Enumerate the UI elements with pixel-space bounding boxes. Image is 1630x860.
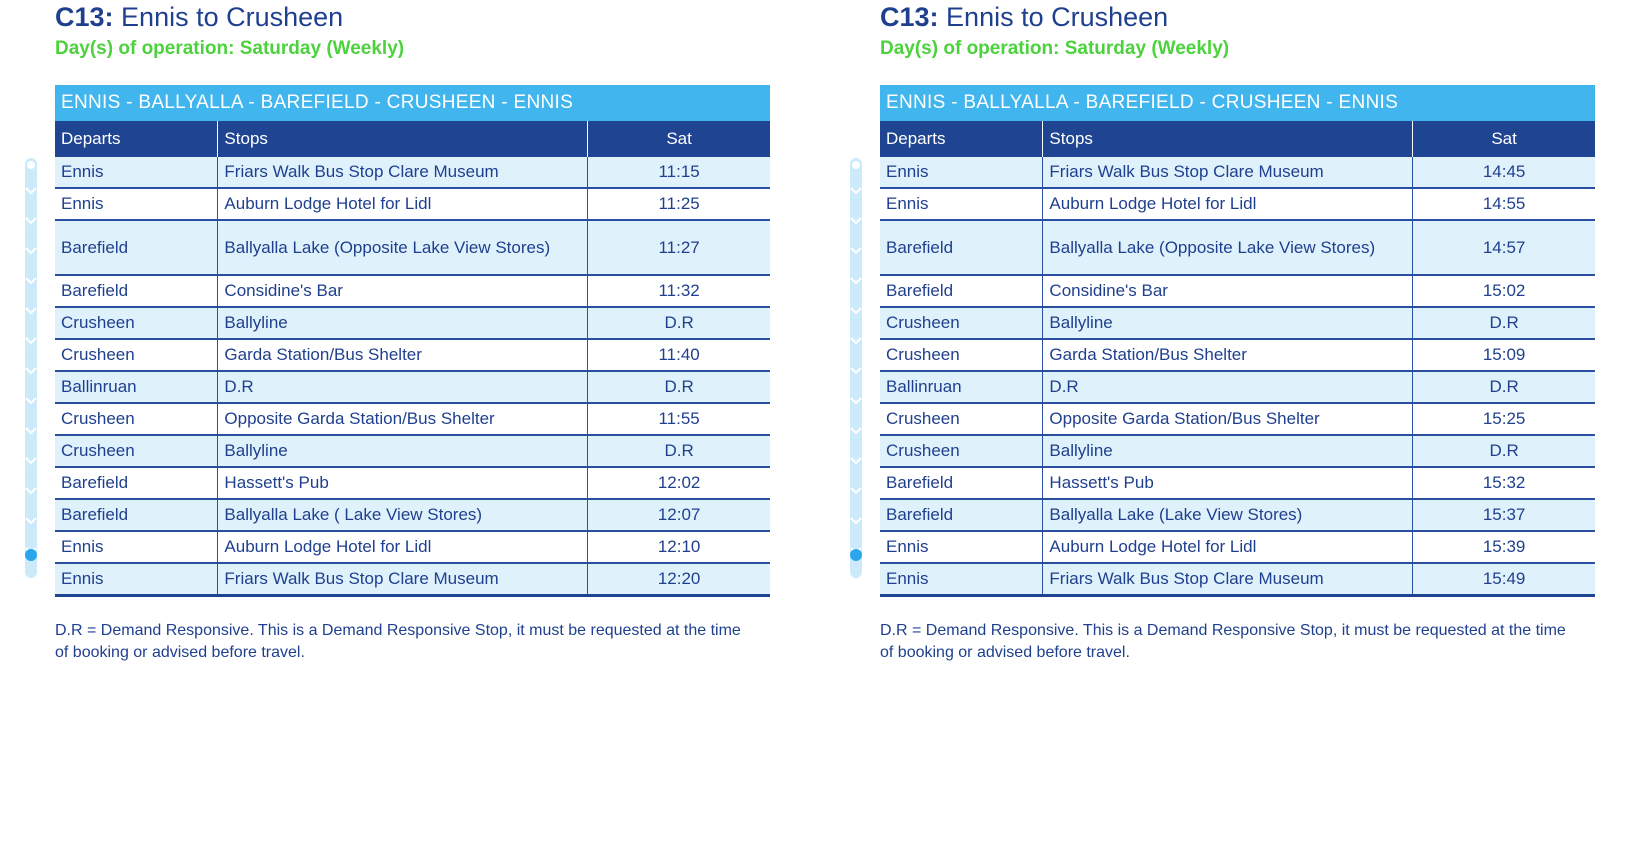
table-row [55, 307, 770, 339]
stop-cell: Auburn Lodge Hotel for Lidl [218, 188, 588, 220]
time-cell: 12:20 [588, 563, 770, 596]
time-cell: 15:32 [1413, 467, 1595, 499]
stop-cell: D.R [218, 371, 588, 403]
days-of-operation: Day(s) of operation: Saturday (Weekly) [55, 38, 405, 59]
table-row [880, 188, 1595, 220]
table-row [880, 563, 1595, 596]
table-row [55, 499, 770, 531]
table-row [55, 188, 770, 220]
table-row [55, 275, 770, 307]
stop-cell: Opposite Garda Station/Bus Shelter [1043, 403, 1413, 435]
table-row [880, 220, 1595, 275]
table-header [880, 121, 1595, 157]
departs-cell: Crusheen [880, 339, 1043, 371]
departs-cell: Barefield [880, 467, 1043, 499]
table-row [880, 339, 1595, 371]
time-cell: D.R [588, 371, 770, 403]
time-cell: 14:45 [1413, 157, 1595, 188]
departs-cell: Barefield [55, 499, 218, 531]
stop-cell: Considine's Bar [218, 275, 588, 307]
header-stops: Stops [218, 121, 588, 157]
departs-cell: Barefield [880, 275, 1043, 307]
stop-cell: Hassett's Pub [218, 467, 588, 499]
timetable [55, 85, 770, 597]
departs-cell: Ennis [880, 157, 1043, 188]
time-cell: 15:49 [1413, 563, 1595, 596]
departs-cell: Ballinruan [55, 371, 218, 403]
stop-cell: Friars Walk Bus Stop Clare Museum [218, 157, 588, 188]
table-row [55, 339, 770, 371]
route-banner [55, 85, 770, 121]
table-row [880, 371, 1595, 403]
table-row [880, 403, 1595, 435]
departs-cell: Crusheen [55, 403, 218, 435]
stop-cell: Auburn Lodge Hotel for Lidl [218, 531, 588, 563]
table-row [880, 531, 1595, 563]
time-cell: 15:37 [1413, 499, 1595, 531]
table-row [55, 531, 770, 563]
departs-cell: Crusheen [55, 339, 218, 371]
departs-cell: Crusheen [880, 307, 1043, 339]
time-cell: 11:27 [588, 220, 770, 275]
stop-cell: Ballyline [218, 307, 588, 339]
stop-cell: Opposite Garda Station/Bus Shelter [218, 403, 588, 435]
time-cell: 12:10 [588, 531, 770, 563]
time-cell: D.R [1413, 307, 1595, 339]
table-row [55, 563, 770, 596]
time-cell: 11:40 [588, 339, 770, 371]
route-banner-text: ENNIS - BALLYALLA - BAREFIELD - CRUSHEEN - ENNIS [55, 85, 770, 121]
stop-cell: Garda Station/Bus Shelter [1043, 339, 1413, 371]
stop-cell: Friars Walk Bus Stop Clare Museum [218, 563, 588, 596]
table-row [880, 467, 1595, 499]
table-row [55, 403, 770, 435]
route-banner-text: ENNIS - BALLYALLA - BAREFIELD - CRUSHEEN - ENNIS [880, 85, 1595, 121]
departs-cell: Crusheen [880, 435, 1043, 467]
departs-cell: Crusheen [55, 307, 218, 339]
stop-cell: Garda Station/Bus Shelter [218, 339, 588, 371]
stop-cell: Ballyline [218, 435, 588, 467]
table-header [55, 121, 770, 157]
header-departs: Departs [880, 121, 1043, 157]
table-row [880, 435, 1595, 467]
stop-cell: Ballyalla Lake (Opposite Lake View Stores) [1043, 220, 1413, 275]
departs-cell: Barefield [880, 499, 1043, 531]
time-cell: 15:39 [1413, 531, 1595, 563]
departs-cell: Ennis [55, 531, 218, 563]
route-banner [880, 85, 1595, 121]
departs-cell: Barefield [880, 220, 1043, 275]
route-name: Ennis to Crusheen [121, 2, 344, 32]
stop-cell: Ballyline [1043, 435, 1413, 467]
time-cell: 11:55 [588, 403, 770, 435]
header-departs: Departs [55, 121, 218, 157]
departs-cell: Ennis [55, 188, 218, 220]
time-cell: D.R [588, 307, 770, 339]
days-of-operation: Day(s) of operation: Saturday (Weekly) [880, 38, 1230, 59]
stop-cell: Auburn Lodge Hotel for Lidl [1043, 188, 1413, 220]
table-row [55, 435, 770, 467]
route-title [55, 2, 343, 33]
time-cell: 12:02 [588, 467, 770, 499]
time-cell: 12:07 [588, 499, 770, 531]
departs-cell: Barefield [55, 467, 218, 499]
departs-cell: Crusheen [55, 435, 218, 467]
time-cell: D.R [1413, 371, 1595, 403]
demand-responsive-note: D.R = Demand Responsive. This is a Demand Responsive Stop, it must be requested at the time of booking or advised before travel. [880, 622, 1566, 661]
time-cell: 15:02 [1413, 275, 1595, 307]
departs-cell: Ennis [55, 563, 218, 596]
departs-cell: Barefield [55, 220, 218, 275]
timetable [880, 85, 1595, 597]
departs-cell: Ballinruan [880, 371, 1043, 403]
table-row [55, 157, 770, 188]
time-cell: 15:25 [1413, 403, 1595, 435]
departs-cell: Crusheen [880, 403, 1043, 435]
stop-cell: Auburn Lodge Hotel for Lidl [1043, 531, 1413, 563]
stop-cell: Friars Walk Bus Stop Clare Museum [1043, 157, 1413, 188]
departs-cell: Barefield [55, 275, 218, 307]
header-sat: Sat [1413, 121, 1595, 157]
table-row [55, 467, 770, 499]
time-cell: D.R [588, 435, 770, 467]
time-cell: 11:32 [588, 275, 770, 307]
time-cell: 11:15 [588, 157, 770, 188]
route-line-icon [848, 158, 864, 598]
table-row [880, 307, 1595, 339]
departs-cell: Ennis [880, 531, 1043, 563]
table-row [880, 275, 1595, 307]
time-cell: D.R [1413, 435, 1595, 467]
header-stops: Stops [1043, 121, 1413, 157]
time-cell: 14:57 [1413, 220, 1595, 275]
table-row [55, 371, 770, 403]
time-cell: 14:55 [1413, 188, 1595, 220]
route-line-icon [23, 158, 39, 598]
time-cell: 15:09 [1413, 339, 1595, 371]
table-row [880, 157, 1595, 188]
departs-cell: Ennis [880, 563, 1043, 596]
departs-cell: Ennis [55, 157, 218, 188]
table-row [880, 499, 1595, 531]
table-row [55, 220, 770, 275]
time-cell: 11:25 [588, 188, 770, 220]
stop-cell: Ballyalla Lake ( Lake View Stores) [218, 499, 588, 531]
header-sat: Sat [588, 121, 770, 157]
stop-cell: Ballyalla Lake (Lake View Stores) [1043, 499, 1413, 531]
stop-cell: Ballyalla Lake (Opposite Lake View Stores) [218, 220, 588, 275]
stop-cell: D.R [1043, 371, 1413, 403]
stop-cell: Ballyline [1043, 307, 1413, 339]
demand-responsive-note: D.R = Demand Responsive. This is a Demand Responsive Stop, it must be requested at the time of booking or advised before travel. [55, 622, 741, 661]
stop-cell: Considine's Bar [1043, 275, 1413, 307]
route-code: C13: [55, 2, 114, 32]
stop-cell: Friars Walk Bus Stop Clare Museum [1043, 563, 1413, 596]
route-code: C13: [880, 2, 939, 32]
stop-cell: Hassett's Pub [1043, 467, 1413, 499]
route-name: Ennis to Crusheen [946, 2, 1169, 32]
departs-cell: Ennis [880, 188, 1043, 220]
route-title [880, 2, 1168, 33]
